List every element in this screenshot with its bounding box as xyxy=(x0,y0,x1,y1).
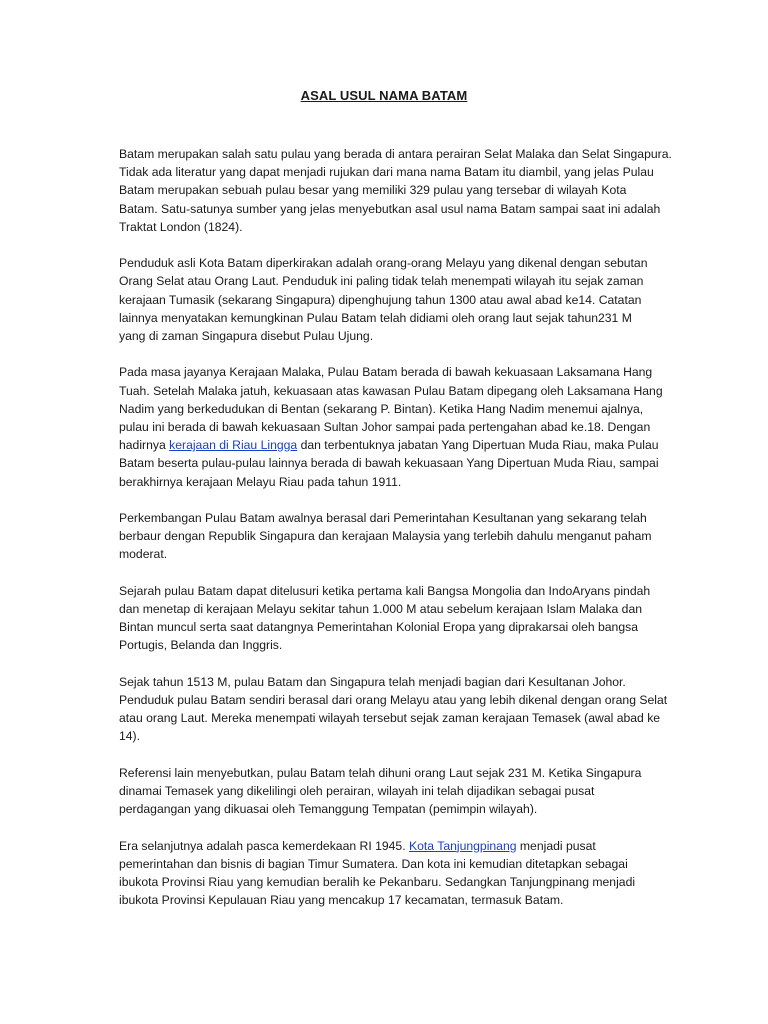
paragraph xyxy=(119,764,664,819)
text-line xyxy=(119,527,664,545)
text-line xyxy=(119,509,664,527)
text-segment: berbaur dengan Republik Singapura dan kerajaan Malaysia yang terlebih dahulu menganut paham xyxy=(119,529,652,544)
text-segment: ibukota Provinsi Riau yang kemudian beralih ke Pekanbaru. Sedangkan Tanjungpinang menjadi xyxy=(119,875,636,890)
text-segment: Orang Selat atau Orang Laut. Penduduk ini paling tidak telah menempati wilayah itu sejak zaman xyxy=(119,274,644,289)
text-segment: Batam merupakan sebuah pulau besar yang memiliki 329 pulau yang tersebar di wilayah Kota xyxy=(119,183,627,198)
text-line xyxy=(119,181,664,199)
text-line xyxy=(119,218,664,236)
paragraph xyxy=(119,837,664,910)
text-line xyxy=(119,291,664,309)
text-segment: lainnya menyatakan kemungkinan Pulau Batam telah didiami oleh orang laut sejak tahun231 M xyxy=(119,310,632,325)
text-line xyxy=(119,673,664,691)
text-segment: Batam. Satu-satunya sumber yang jelas menyebutkan asal usul nama Batam sampai saat ini adalah xyxy=(119,201,661,216)
text-line xyxy=(119,454,664,472)
text-line xyxy=(119,837,664,855)
paragraph xyxy=(119,582,664,655)
text-segment: 14). xyxy=(119,729,141,744)
text-segment: Era selanjutnya adalah pasca kemerdekaan RI 1945. xyxy=(119,838,409,853)
text-line xyxy=(119,855,664,873)
text-segment: Batam beserta pulau-pulau lainnya berada di bawah kekuasaan Yang Dipertuan Muda Riau, sampai xyxy=(119,456,659,471)
text-segment: dan menetap di kerajaan Melayu sekitar tahun 1.000 M atau sebelum kerajaan Islam Malaka dan xyxy=(119,602,643,617)
text-segment: menjadi pusat xyxy=(516,838,596,853)
hyperlink[interactable]: Kota Tanjungpinang xyxy=(408,838,517,853)
text-line xyxy=(119,309,664,327)
text-line xyxy=(119,727,664,745)
text-segment: Traktat London (1824). xyxy=(119,219,243,234)
text-line xyxy=(119,382,664,400)
text-segment: berakhirnya kerajaan Melayu Riau pada tahun 1911. xyxy=(119,474,402,489)
text-line xyxy=(119,891,664,909)
paragraph xyxy=(119,509,664,564)
paragraph xyxy=(119,145,672,236)
text-line xyxy=(119,873,664,891)
text-segment: perdagangan yang dikuasai oleh Temanggung Tempatan (pemimpin wilayah). xyxy=(119,802,538,817)
text-line xyxy=(119,400,664,418)
text-segment: Batam merupakan salah satu pulau yang berada di antara perairan Selat Malaka dan Selat Singapura. xyxy=(119,147,672,161)
text-segment: Portugis, Belanda dan Inggris. xyxy=(119,638,283,653)
text-segment: dan terbentuknya jabatan Yang Dipertuan Muda Riau, maka Pulau xyxy=(297,438,659,453)
text-segment: hadirnya xyxy=(119,438,170,453)
paragraph xyxy=(119,254,664,345)
text-line xyxy=(119,254,664,272)
text-line xyxy=(119,545,664,563)
text-segment: Perkembangan Pulau Batam awalnya berasal dari Pemerintahan Kesultanan yang sekarang telah xyxy=(119,511,647,526)
text-line xyxy=(119,800,664,818)
text-segment: Sejarah pulau Batam dapat ditelusuri ketika pertama kali Bangsa Mongolia dan IndoAryans pindah xyxy=(119,583,651,598)
text-segment: moderat. xyxy=(119,547,168,562)
paragraph xyxy=(119,673,668,746)
text-segment: dinamai Temasek yang dikelilingi oleh perairan, wilayah ini telah dijadikan sebagai pusat xyxy=(119,784,595,799)
text-line xyxy=(119,418,664,436)
document-title: ASAL USUL NAMA BATAM xyxy=(300,88,468,103)
text-line xyxy=(119,636,664,654)
text-line xyxy=(119,473,664,491)
text-line xyxy=(119,618,664,636)
text-segment: Tidak ada literatur yang dapat menjadi rujukan dari mana nama Batam itu diambil, yang jelas Pulau xyxy=(119,165,654,180)
text-line xyxy=(119,363,664,381)
text-line xyxy=(119,272,664,290)
text-line xyxy=(119,436,664,454)
text-segment: atau orang Laut. Mereka menempati wilayah tersebut sejak zaman kerajaan Temasek (awal abad ke xyxy=(119,711,661,726)
text-segment: Pada masa jayanya Kerajaan Malaka, Pulau Batam berada di bawah kekuasaan Laksamana Hang xyxy=(119,365,653,380)
text-line xyxy=(119,709,664,727)
text-segment: Nadim yang berkedudukan di Bentan (sekarang P. Bintan). Ketika Hang Nadim menemui ajalnya, xyxy=(119,401,644,416)
text-line xyxy=(119,163,664,181)
text-line xyxy=(119,327,664,345)
text-segment: Penduduk pulau Batam sendiri berasal dari orang Melayu atau yang lebih dikenal dengan orang Selat xyxy=(119,693,668,708)
text-segment: Penduduk asli Kota Batam diperkirakan adalah orang-orang Melayu yang dikenal dengan sebutan xyxy=(119,256,648,271)
text-segment: yang di zaman Singapura disebut Pulau Ujung. xyxy=(119,329,374,344)
text-line xyxy=(119,764,664,782)
paragraph xyxy=(119,363,664,490)
hyperlink[interactable]: kerajaan di Riau Lingga xyxy=(169,438,298,453)
text-segment: ibukota Provinsi Kepulauan Riau yang mencakup 17 kecamatan, termasuk Batam. xyxy=(119,893,564,908)
document-body xyxy=(119,145,672,928)
text-segment: kerajaan Tumasik (sekarang Singapura) dipenghujung tahun 1300 atau awal abad ke14. Catatan xyxy=(119,292,642,307)
text-line xyxy=(119,600,664,618)
text-segment: Sejak tahun 1513 M, pulau Batam dan Singapura telah menjadi bagian dari Kesultanan Johor. xyxy=(119,674,626,689)
text-line xyxy=(119,200,664,218)
text-line xyxy=(119,582,664,600)
text-segment: Referensi lain menyebutkan, pulau Batam telah dihuni orang Laut sejak 231 M. Ketika Singapura xyxy=(119,765,642,780)
text-line xyxy=(119,691,668,709)
text-line xyxy=(119,782,664,800)
text-segment: Bintan muncul serta saat datangnya Pemerintahan Kolonial Eropa yang diprakarsai oleh bangsa xyxy=(119,620,638,635)
text-line xyxy=(119,145,672,163)
text-segment: pemerintahan dan bisnis di bagian Timur Sumatera. Dan kota ini kemudian ditetapkan sebagai xyxy=(119,856,628,871)
text-segment: Tuah. Setelah Malaka jatuh, kekuasaan atas kawasan Pulau Batam dipegang oleh Laksamana Hang xyxy=(119,383,663,398)
text-segment: pulau ini berada di bawah kekuasaan Sultan Johor sampai pada pertengahan abad ke.18. Dengan xyxy=(119,420,651,435)
